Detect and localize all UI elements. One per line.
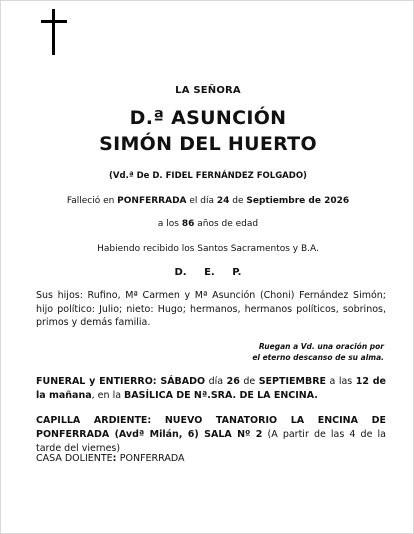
age-years: 86: [181, 219, 195, 229]
death-day: 24: [216, 196, 230, 206]
home-line: CASA DOLIENTE: PONFERRADA: [36, 453, 185, 464]
dep-line: D. E. P.: [174, 267, 242, 278]
death-month-year: Septiembre de 2026: [246, 196, 350, 206]
sacraments-line: Habiendo recibido los Santos Sacramentos y B.A.: [97, 244, 319, 254]
prayer-request: Ruegan a Vd. una oración por el eterno descanso de su alma.: [252, 342, 384, 362]
title-prefix: LA SEÑORA: [175, 85, 241, 96]
deceased-name-line2: SIMÓN DEL HUERTO: [99, 133, 317, 155]
death-place: PONFERRADA: [117, 196, 187, 206]
family-paragraph: Sus hijos: Rufino, Mª Carmen y Mª Asunción (Choni) Fernández Simón; hijo político: Julio; nieto: Hugo; hermanos, hermanos políticos, sobrinos, primos y demás familia.: [36, 290, 386, 328]
funeral-paragraph: FUNERAL y ENTIERRO: SÁBADO día 26 de SEPTIEMBRE a las 12 de la mañana, en la BASÍLICA DE Nª.SRA. DE LA ENCINA.: [36, 376, 386, 401]
deceased-name-line1: D.ª ASUNCIÓN: [129, 107, 287, 129]
cross-icon: [41, 9, 67, 55]
death-line: Falleció en PONFERRADA el día 24 de Septiembre de 2026: [66, 196, 350, 206]
chapel-paragraph: CAPILLA ARDIENTE: NUEVO TANATORIO LA ENCINA DE PONFERRADA (Avdª Milán, 6) SALA Nº 2 (A partir de las 4 de la tarde del viernes): [36, 415, 386, 454]
age-line: a los 86 años de edad: [157, 219, 259, 229]
widow-of: (Vd.ª De D. FIDEL FERNÁNDEZ FOLGADO): [109, 171, 307, 181]
